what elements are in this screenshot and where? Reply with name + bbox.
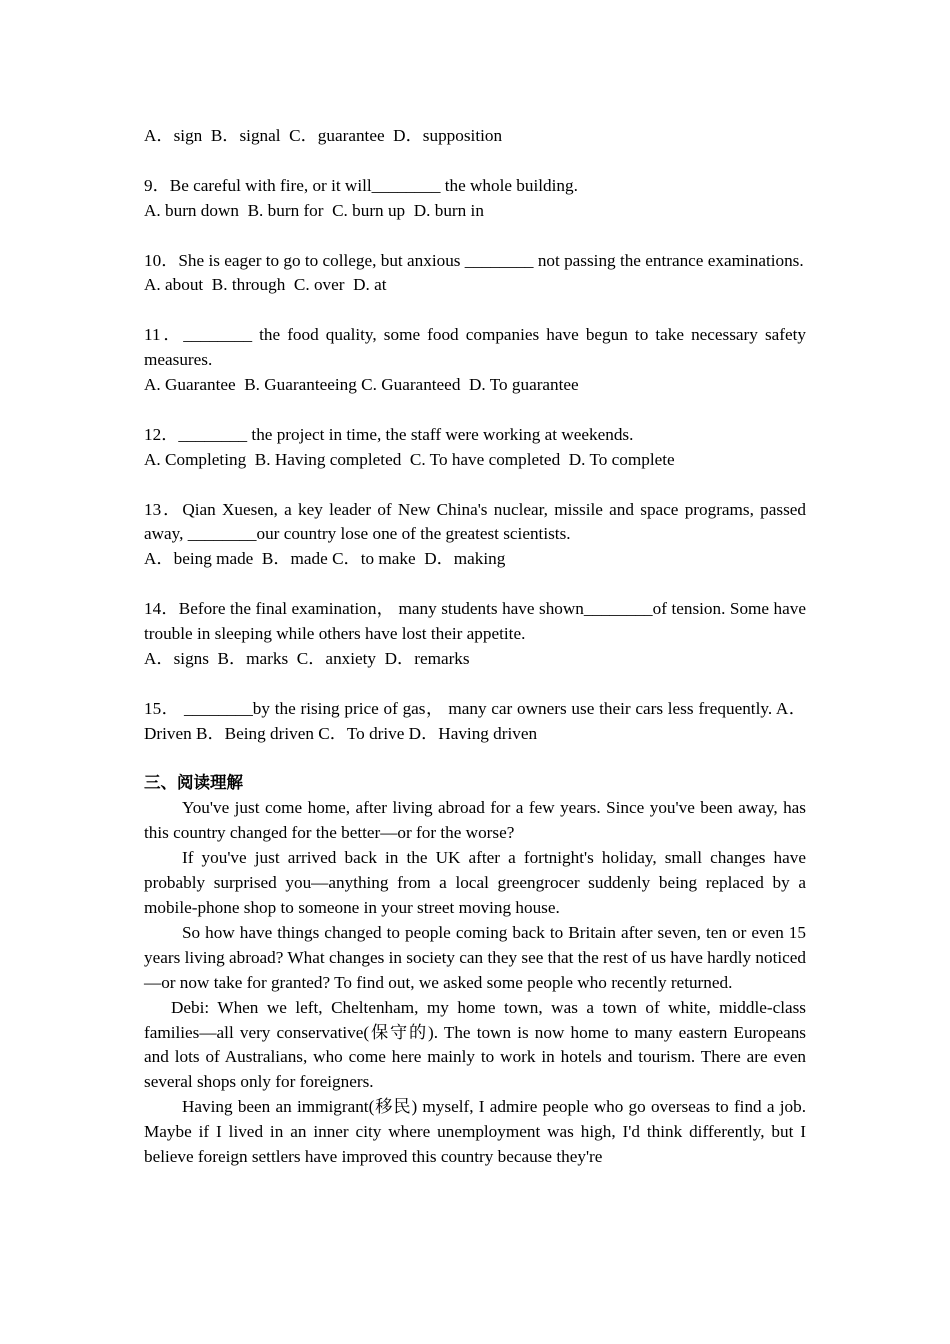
passage-paragraph: If you've just arrived back in the UK after a fortnight's holiday, small changes have probably surprised you—anything from a local greengrocer suddenly being replaced by a mobile-phone shop to someone in your street moving house. <box>144 848 806 917</box>
q15-stem: 15． ________by the rising price of gas， many car owners use their cars less frequently. A．Driven B．Being driven C．To drive D．Having driven <box>144 698 806 743</box>
q12-stem: 12．________ the project in time, the staff were working at weekends. <box>144 424 634 444</box>
spacer <box>144 473 806 498</box>
q13-stem: 13．Qian Xuesen, a key leader of New China's nuclear, missile and space programs, passed away, ________our country lose one of the greatest scientists. <box>144 499 806 544</box>
q10-options: A. about B. through C. over D. at <box>144 275 387 295</box>
spacer <box>144 298 806 323</box>
q12-options: A. Completing B. Having completed C. To have completed D. To complete <box>144 449 675 469</box>
q11-options: A. Guarantee B. Guaranteeing C. Guaranteed D. To guarantee <box>144 375 579 395</box>
q14-options: A．signs B．marks C．anxiety D．remarks <box>144 648 470 668</box>
spacer <box>144 224 806 249</box>
document-page <box>144 124 806 1170</box>
passage-paragraph: Having been an immigrant(移民) myself, I admire people who go overseas to find a job. Maybe if I lived in an inner city where unemployment was high, I'd think differently, but I believe foreign settlers have improved this country because they're <box>144 1097 806 1167</box>
passage-paragraph: So how have things changed to people coming back to Britain after seven, ten or even 15 years living abroad? What changes in society can they see that the rest of us have hardly noticed—or now take for granted? To find out, we asked some people who recently returned. <box>144 922 806 992</box>
q9-options: A. burn down B. burn for C. burn up D. burn in <box>144 200 484 220</box>
q11-stem: 11．________ the food quality, some food companies have begun to take necessary safety measures. <box>144 325 806 370</box>
q9-stem: 9．Be careful with fire, or it will________ the whole building. <box>144 175 578 195</box>
section-heading: 三、阅读理解 <box>144 773 243 793</box>
q14-stem: 14．Before the final examination， many students have shown________of tension. Some have trouble in sleeping while others have lost their appetite. <box>144 599 806 644</box>
spacer <box>144 398 806 423</box>
q10-stem: 10．She is eager to go to college, but anxious ________ not passing the entrance examinations. <box>144 250 804 270</box>
passage-paragraph: Debi: When we left, Cheltenham, my home town, was a town of white, middle-class families—all very conservative(保守的). The town is now home to many eastern Europeans and lots of Australians, who come here mainly to work in hotels and tourism. There are even several shops only for foreigners. <box>144 997 806 1092</box>
spacer <box>144 747 806 772</box>
q13-options: A．being made B．made C．to make D．making <box>144 549 506 569</box>
spacer <box>144 149 806 174</box>
spacer <box>144 672 806 697</box>
q8-options: A．sign B．signal C．guarantee D．supposition <box>144 126 503 145</box>
spacer <box>144 572 806 597</box>
passage-paragraph: You've just come home, after living abroad for a few years. Since you've been away, has this country changed for the better—or for the worse? <box>144 798 806 843</box>
